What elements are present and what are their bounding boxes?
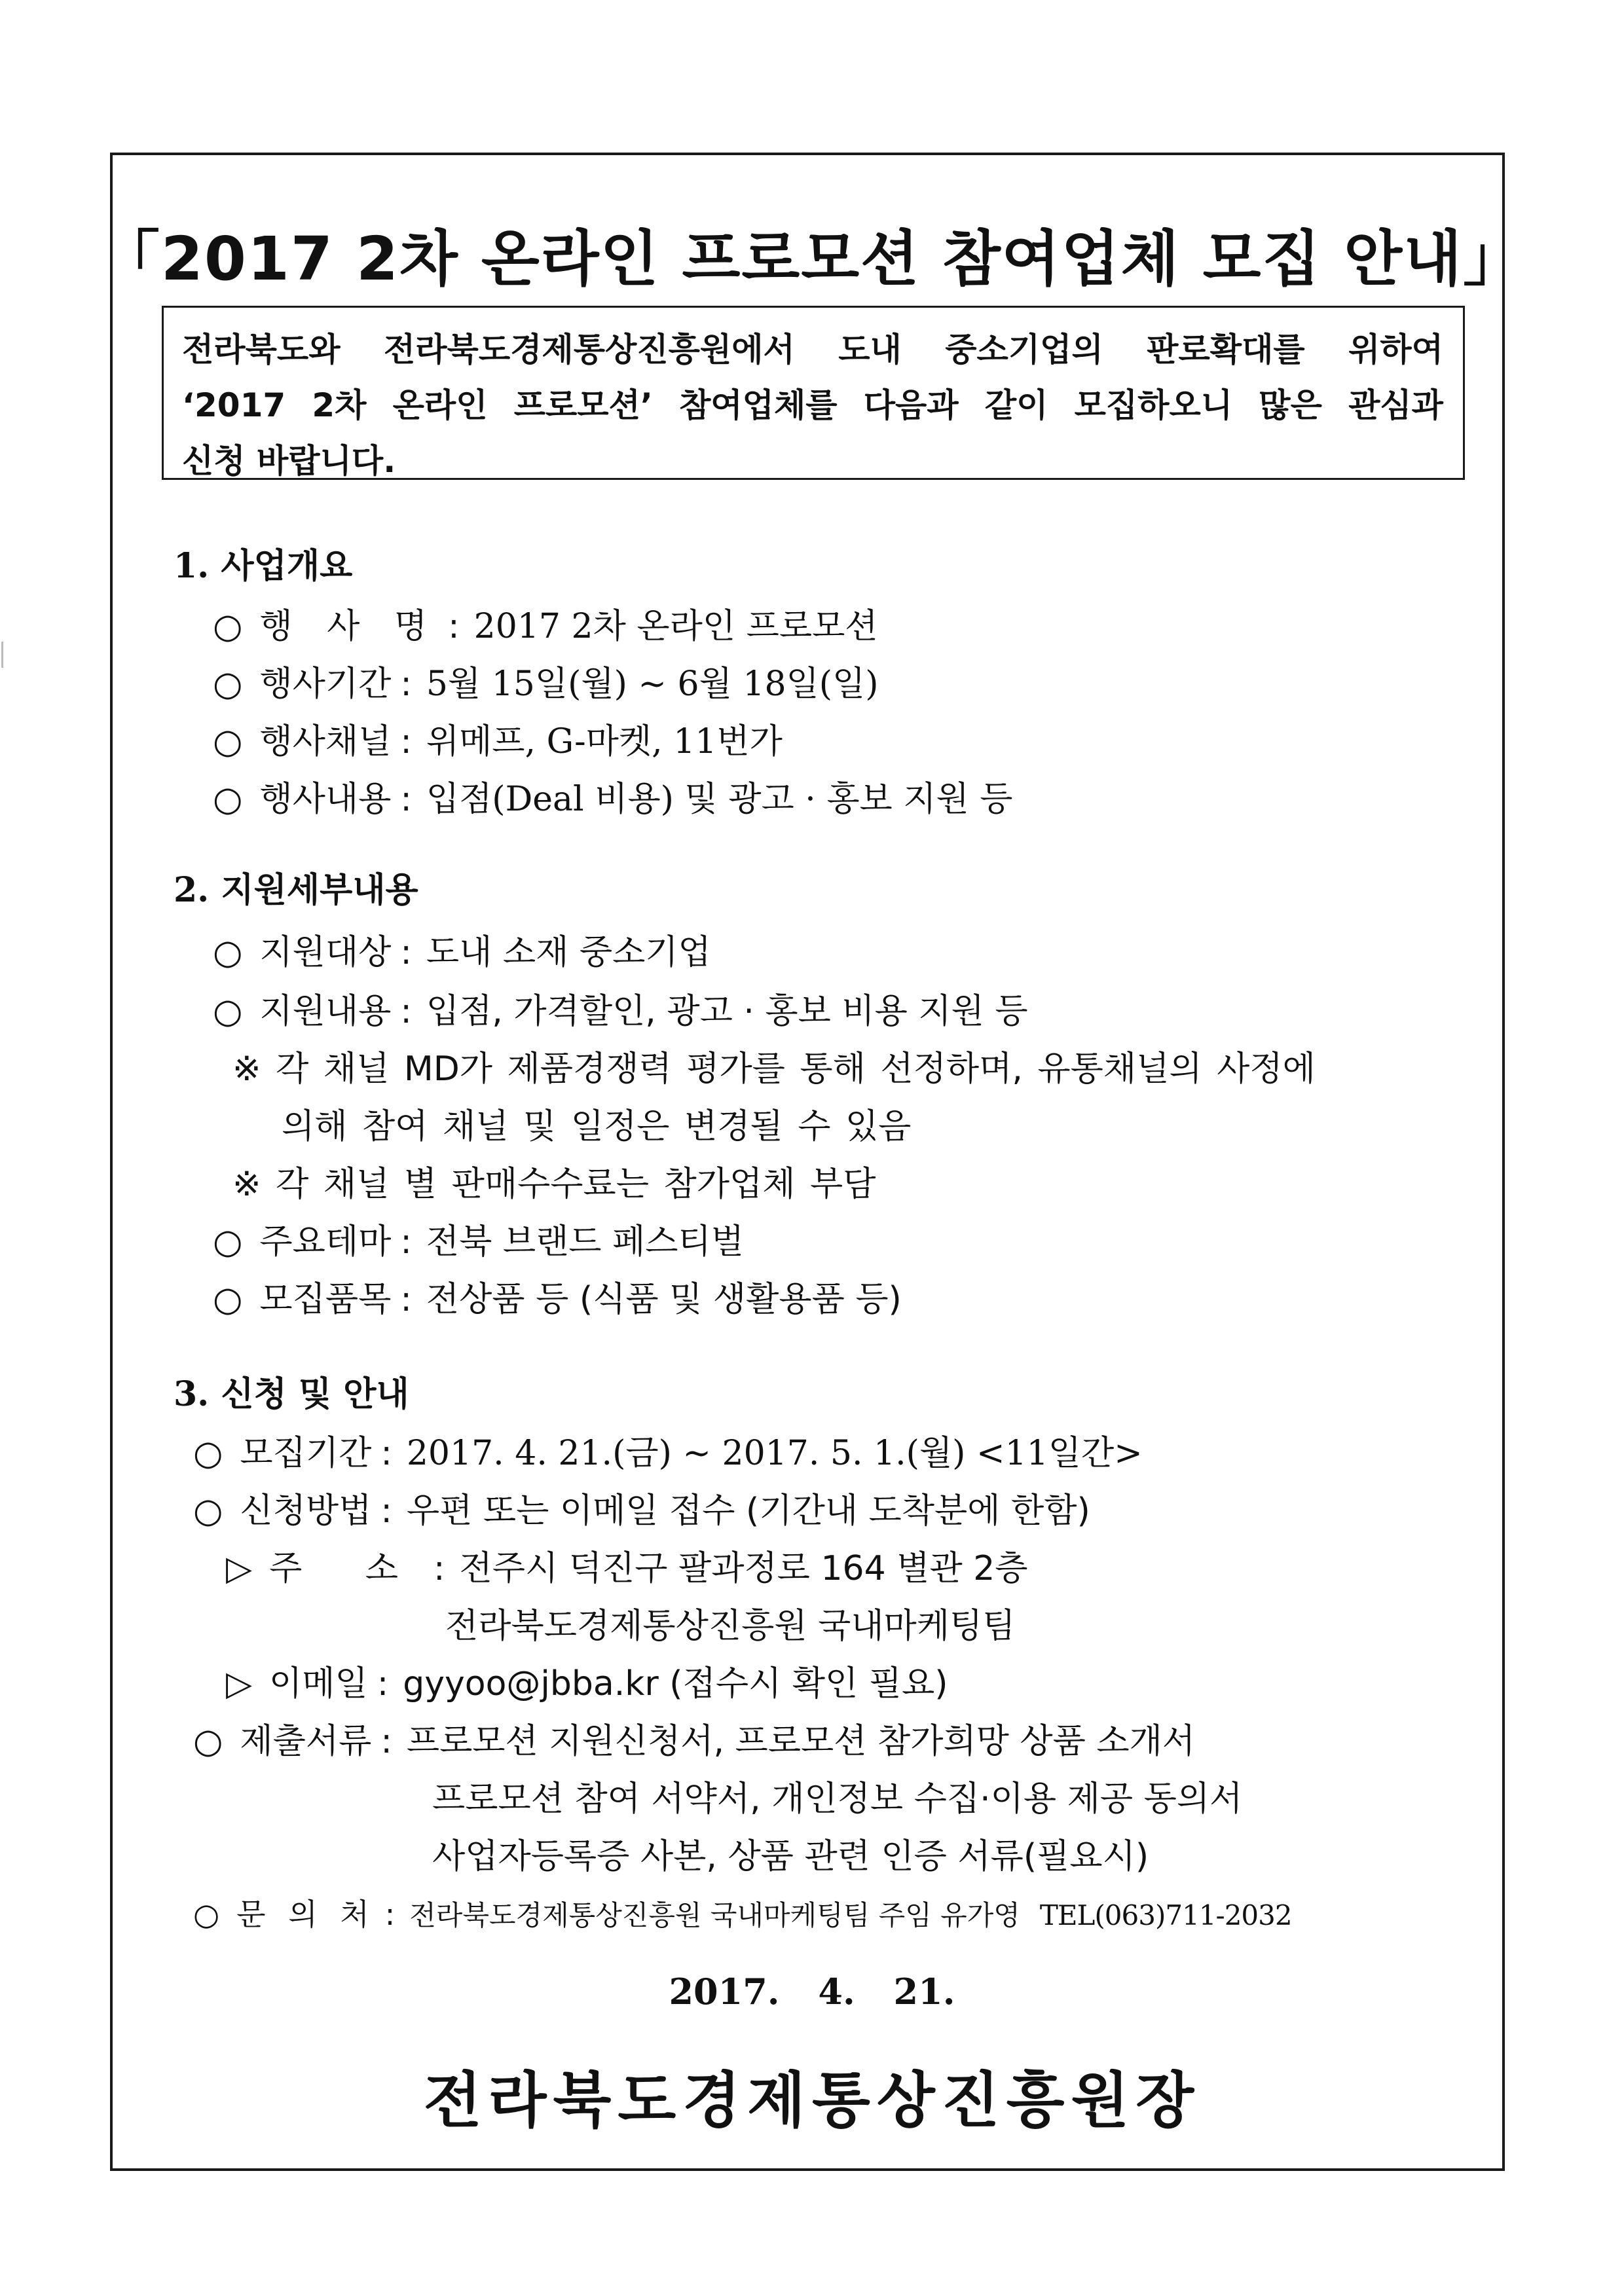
list-item: ○ 행 사 명 : 2017 2차 온라인 프로모션	[213, 607, 878, 646]
note-line: ※ 각 채널 별 판매수수료는 참가업체 부담	[232, 1165, 876, 1204]
list-item: ○ 모집품목 : 전상품 등 (식품 및 생활용품 등)	[213, 1280, 902, 1319]
intro-line-1: 전라북도와 전라북도경제통상진흥원에서 도내 중소기업의 판로확대를 위하여	[182, 331, 1443, 369]
list-item: ○ 지원내용 : 입점, 가격할인, 광고 · 홍보 비용 지원 등	[213, 992, 1028, 1031]
list-item: ○ 신청방법 : 우편 또는 이메일 접수 (기간내 도착분에 한함)	[193, 1491, 1090, 1531]
intro-box	[162, 306, 1465, 480]
issue-date: 2017. 4. 21.	[669, 1971, 955, 2013]
docs-line-2: 프로모션 참여 서약서, 개인정보 수집·이용 제공 동의서	[432, 1779, 1243, 1819]
note-line-continued: 의해 참여 채널 및 일정은 변경될 수 있음	[282, 1107, 912, 1146]
list-item: ○ 주요테마 : 전북 브랜드 페스티벌	[213, 1222, 744, 1262]
list-item: ○ 행사채널 : 위메프, G-마켓, 11번가	[213, 722, 783, 761]
issuer-name: 전라북도경제통상진흥원장	[423, 2065, 1201, 2136]
list-item: ○ 지원대상 : 도내 소재 중소기업	[213, 933, 711, 972]
scan-edge-mark	[1, 642, 3, 668]
list-item: ▷ 주 소 : 전주시 덕진구 팔과정로 164 별관 2층	[226, 1549, 1028, 1588]
list-item: ○ 행사내용 : 입점(Deal 비용) 및 광고 · 홍보 지원 등	[213, 780, 1013, 819]
section-1-heading: 1. 사업개요	[174, 546, 353, 586]
note-line: ※ 각 채널 MD가 제품경쟁력 평가를 통해 선정하며, 유통채널의 사정에	[232, 1049, 1316, 1089]
contact-phone: TEL(063)711-2032	[1039, 1899, 1292, 1931]
list-item: ○ 제출서류 : 프로모션 지원신청서, 프로모션 참가희망 상품 소개서	[193, 1722, 1196, 1761]
list-item: ▷ 이메일 : gyyoo@jbba.kr (접수시 확인 필요)	[226, 1664, 948, 1704]
document-title: 「2017 2차 온라인 프로모션 참여업체 모집 안내」	[99, 224, 1525, 294]
list-item: ○ 문 의 처 : 전라북도경제통상진흥원 국내마케팅팀 주임 유가영 TEL(063)711-2032	[193, 1897, 1292, 1932]
address-line-2: 전라북도경제통상진흥원 국내마케팅팀	[445, 1607, 1016, 1646]
docs-line-3: 사업자등록증 사본, 상품 관련 인증 서류(필요시)	[432, 1837, 1149, 1876]
section-3-heading: 3. 신청 및 안내	[174, 1374, 409, 1414]
section-2-heading: 2. 지원세부내용	[174, 870, 418, 910]
list-item: ○ 모집기간 : 2017. 4. 21.(금) ~ 2017. 5. 1.(월) <11일간>	[193, 1434, 1143, 1473]
intro-line-2: ‘2017 2차 온라인 프로모션’ 참여업체를 다음과 같이 모집하오니 많은 관심과	[182, 386, 1443, 424]
list-item: ○ 행사기간 : 5월 15일(월) ~ 6월 18일(일)	[213, 665, 879, 704]
intro-line-3: 신청 바랍니다.	[182, 442, 396, 480]
